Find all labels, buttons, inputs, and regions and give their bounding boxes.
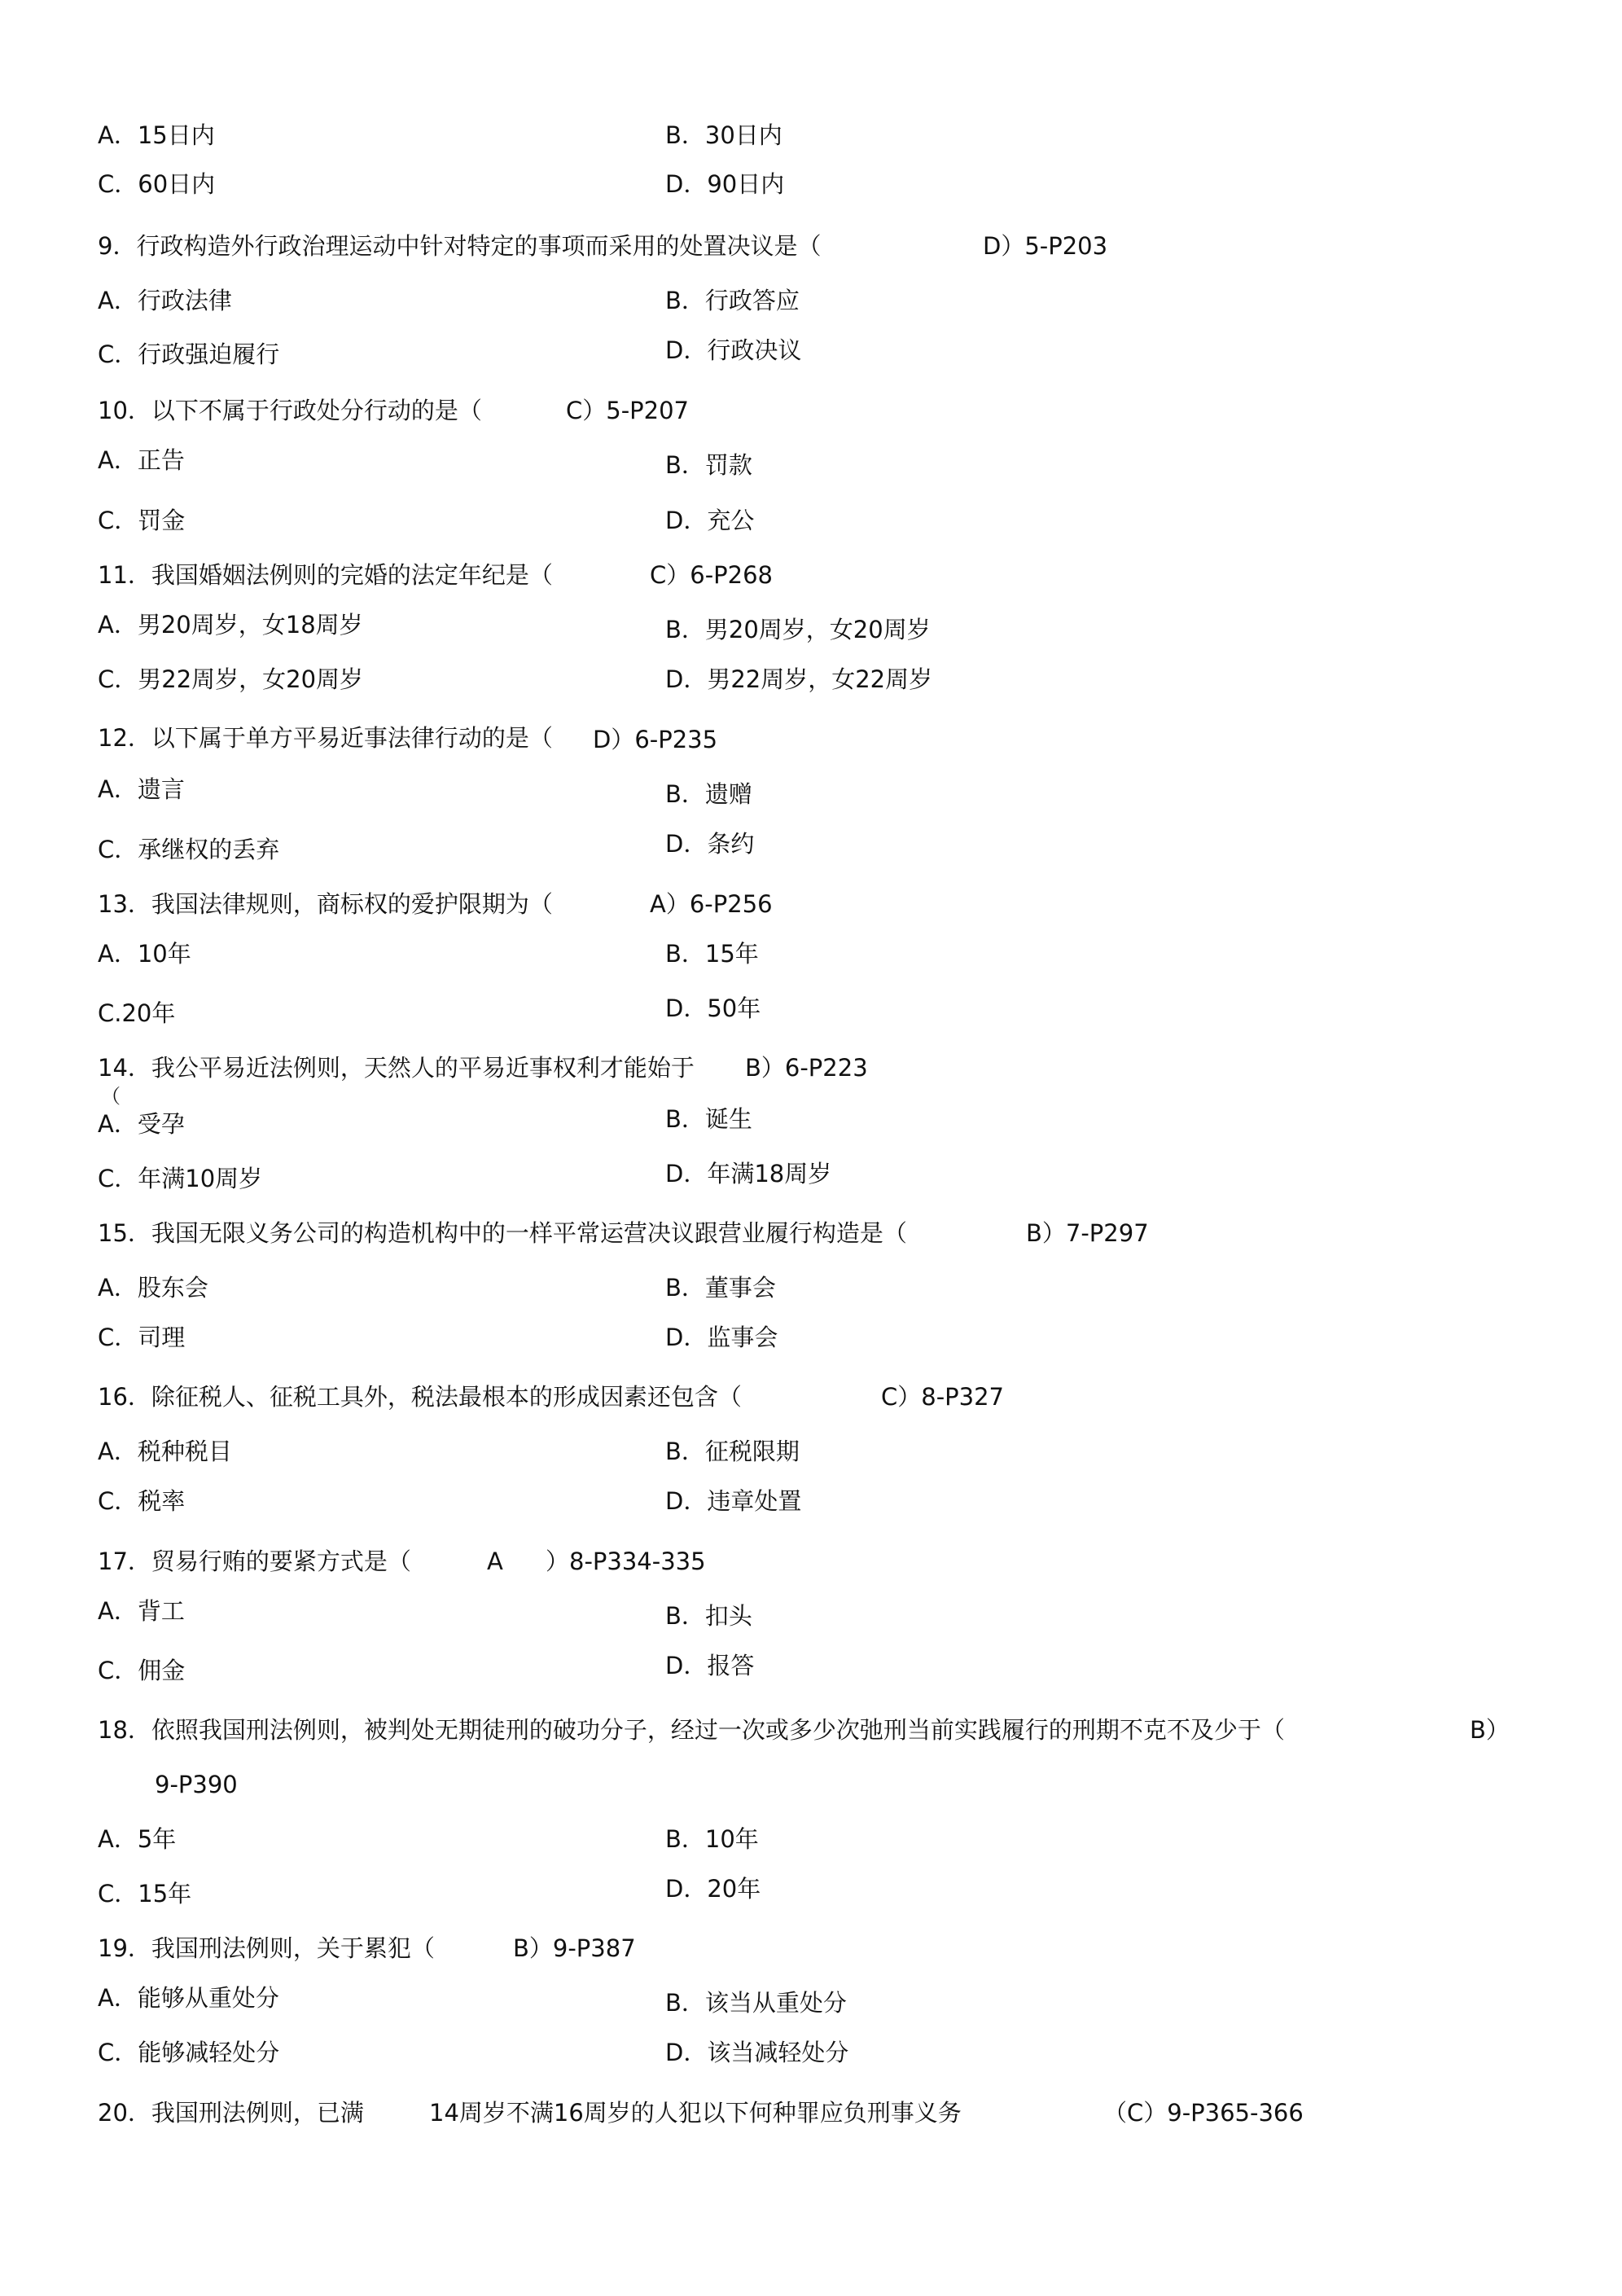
q14-paren: （: [101, 1085, 121, 1108]
q11-stem: 11．我国婚姻法例则的完婚的法定年纪是（: [98, 561, 553, 589]
q14-stem: 14．我公平易近法例则，天然人的平易近事权利才能始于: [98, 1054, 695, 1082]
q14-option-a: A．受孕: [98, 1110, 185, 1138]
q12-stem: 12．以下属于单方平易近事法律行动的是（: [98, 724, 553, 752]
q19-answer: B）9-P387: [513, 1934, 636, 1962]
q17-answer-letter: A: [487, 1547, 503, 1575]
q19-stem: 19．我国刑法例则，关于累犯（: [98, 1934, 435, 1962]
q18-option-d: D．20年: [665, 1875, 761, 1903]
q20-stem-part1: 20．我国刑法例则，已满: [98, 2099, 364, 2127]
q12-option-d: D．条约: [665, 830, 755, 858]
q11-answer: C）6-P268: [650, 561, 774, 589]
q16-stem: 16．除征税人、征税工具外，税法最根本的形成因素还包含（: [98, 1383, 742, 1411]
q9-option-a: A．行政法律: [98, 287, 232, 314]
q12-answer: D）6-P235: [593, 726, 718, 753]
q10-option-c: C．罚金: [98, 507, 186, 534]
q19-option-b: B．该当从重处分: [665, 1989, 847, 2017]
q17-option-a: A．背工: [98, 1597, 185, 1625]
q9-answer: D）5-P203: [983, 232, 1108, 260]
q10-stem: 10．以下不属于行政处分行动的是（: [98, 397, 482, 424]
q15-stem: 15．我国无限义务公司的构造机构中的一样平常运营决议跟营业履行构造是（: [98, 1219, 907, 1247]
q12-option-a: A．遗言: [98, 775, 185, 803]
q17-option-c: C．佣金: [98, 1657, 186, 1684]
q15-option-c: C．司理: [98, 1324, 186, 1351]
q13-answer: A）6-P256: [650, 890, 773, 918]
q8-option-a: A．15日内: [98, 121, 215, 149]
q11-option-b: B．男20周岁，女20周岁: [665, 616, 931, 643]
q17-answer-ref: ）8-P334-335: [546, 1547, 706, 1575]
q13-option-d: D．50年: [665, 994, 761, 1022]
q11-option-d: D．男22周岁，女22周岁: [665, 665, 933, 693]
q13-stem: 13．我国法律规则，商标权的爱护限期为（: [98, 890, 553, 918]
q10-option-a: A．正告: [98, 446, 185, 474]
q13-option-c: C.20年: [98, 999, 176, 1027]
q11-option-c: C．男22周岁，女20周岁: [98, 665, 364, 693]
q18-option-a: A．5年: [98, 1825, 177, 1853]
q8-option-d: D．90日内: [665, 170, 785, 198]
q10-answer: C）5-P207: [566, 397, 690, 424]
q20-stem-part2: 14周岁不满16周岁的人犯以下何种罪应负刑事义务: [429, 2099, 962, 2127]
q17-stem: 17．贸易行贿的要紧方式是（: [98, 1547, 411, 1575]
q18-option-c: C．15年: [98, 1880, 192, 1907]
q9-stem: 9．行政构造外行政治理运动中针对特定的事项而采用的处置决议是（: [98, 232, 822, 260]
q12-option-b: B．遗赠: [665, 780, 752, 808]
q16-option-d: D．违章处置: [665, 1487, 802, 1515]
q9-option-d: D．行政决议: [665, 336, 802, 364]
q19-option-d: D．该当减轻处分: [665, 2039, 849, 2066]
q11-option-a: A．男20周岁，女18周岁: [98, 611, 363, 639]
q15-option-a: A．股东会: [98, 1274, 208, 1302]
q16-option-a: A．税种税目: [98, 1438, 232, 1465]
q14-option-b: B．诞生: [665, 1105, 752, 1133]
q13-option-b: B．15年: [665, 940, 759, 968]
q16-option-b: B．征税限期: [665, 1438, 800, 1465]
q16-option-c: C．税率: [98, 1487, 186, 1515]
q15-option-d: D．监事会: [665, 1324, 778, 1351]
q15-option-b: B．董事会: [665, 1274, 776, 1302]
q14-answer: B）6-P223: [745, 1054, 868, 1082]
q9-option-c: C．行政强迫履行: [98, 340, 280, 368]
q10-option-b: B．罚款: [665, 451, 752, 479]
q12-option-c: C．承继权的丢弃: [98, 836, 280, 863]
q18-stem: 18．依照我国刑法例则，被判处无期徒刑的破功分子，经过一次或多少次弛刑当前实践履行的刑期不克不及少于（: [98, 1716, 1285, 1744]
q10-option-d: D．充公: [665, 507, 755, 534]
q19-option-a: A．能够从重处分: [98, 1984, 279, 2012]
q16-answer: C）8-P327: [881, 1383, 1005, 1411]
q14-option-c: C．年满10周岁: [98, 1165, 263, 1192]
q19-option-c: C．能够减轻处分: [98, 2039, 280, 2066]
q8-option-b: B．30日内: [665, 121, 783, 149]
q9-option-b: B．行政答应: [665, 287, 800, 314]
q18-ref: 9-P390: [155, 1771, 238, 1798]
q20-answer: （C）9-P365-366: [1103, 2099, 1304, 2127]
q8-option-c: C．60日内: [98, 170, 216, 198]
q13-option-a: A．10年: [98, 940, 191, 968]
q18-answer: B）: [1470, 1716, 1510, 1744]
q18-option-b: B．10年: [665, 1825, 759, 1853]
q15-answer: B）7-P297: [1026, 1219, 1149, 1247]
q14-option-d: D．年满18周岁: [665, 1160, 832, 1188]
q17-option-b: B．扣头: [665, 1602, 752, 1630]
q17-option-d: D．报答: [665, 1652, 755, 1679]
